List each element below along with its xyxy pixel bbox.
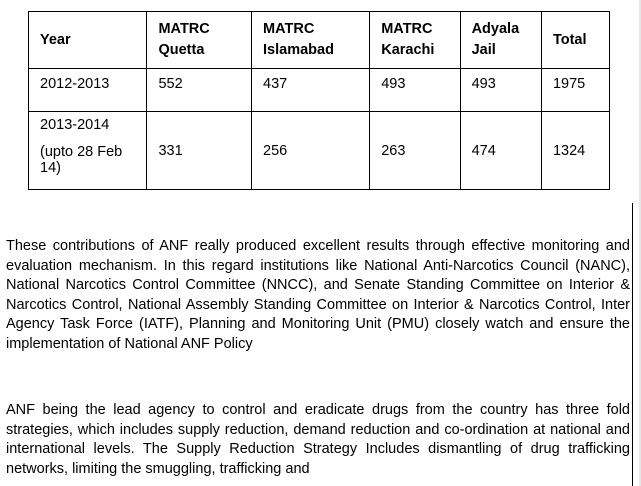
table-header-row	[29, 12, 610, 69]
cell-total: 1975	[541, 69, 609, 112]
cell-karachi: 493	[370, 69, 460, 112]
cell-adyala: 474	[460, 112, 541, 190]
cell-year	[29, 112, 147, 190]
header-total: Total	[541, 12, 609, 69]
table-row	[29, 69, 610, 112]
table-row	[29, 112, 610, 190]
cell-islamabad: 256	[252, 112, 370, 190]
header-year: Year	[29, 12, 147, 69]
year-note: (upto 28 Feb 14)	[40, 144, 123, 176]
cell-quetta: 331	[147, 112, 252, 190]
cell-quetta: 552	[147, 69, 252, 112]
paragraph-monitoring: These contributions of ANF really produced excellent results through effective monitoring and evaluation mechanism. In this regard institutions like National Anti-Narcotics Council (NANC), National Narcotics Control Committee (NNCC), and Senate Standing Committee on Interior & Narcotics Control, National Assembly Standing Committee on Interior & Narcotics Control, Inter Agency Task Force (IATF), Planning and Monitoring Unit (PMU) closely watch and ensure the implementation of National ANF Policy	[6, 238, 630, 352]
paragraph-strategies: ANF being the lead agency to control and eradicate drugs from the country has three fold strategies, which includes supply reduction, demand reduction and co-ordination at national and international levels. The Supply Reduction Strategy Includes dismantling of drug trafficking networks, limiting the smuggling, trafficking and	[6, 402, 630, 477]
treatment-statistics-table	[28, 11, 610, 190]
cell-adyala: 493	[460, 69, 541, 112]
cell-islamabad: 437	[252, 69, 370, 112]
header-matrc-quetta: MATRC Quetta	[147, 12, 252, 69]
header-matrc-islamabad: MATRC Islamabad	[252, 12, 370, 69]
header-matrc-karachi: MATRC Karachi	[370, 12, 460, 69]
cell-karachi: 263	[370, 112, 460, 190]
header-adyala-jail: Adyala Jail	[460, 12, 541, 69]
cell-year: 2012-2013	[29, 69, 147, 112]
margin-rule	[632, 203, 633, 486]
year-value: 2013-2014	[40, 117, 110, 133]
cell-total: 1324	[541, 112, 609, 190]
